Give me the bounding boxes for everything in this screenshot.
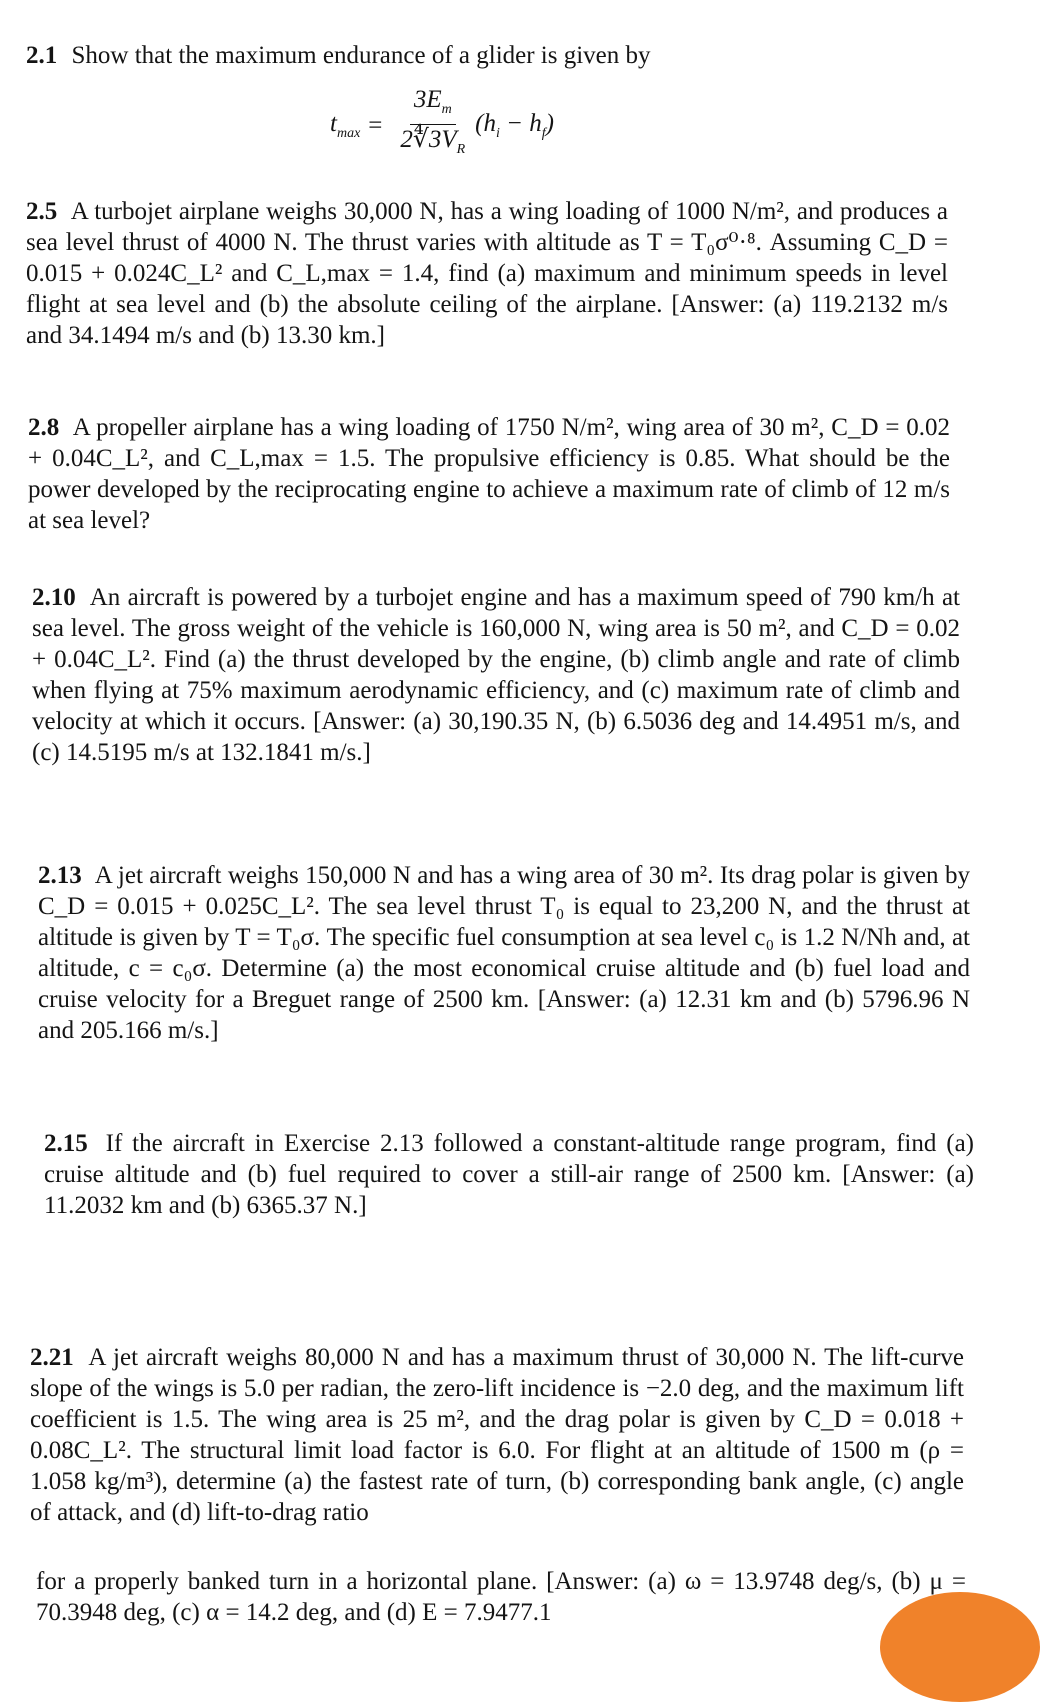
problem-number: 2.8 xyxy=(28,414,60,441)
problem-number: 2.21 xyxy=(30,1344,74,1371)
problem-text: Show that the maximum endurance of a glider is given by xyxy=(71,42,651,69)
orange-corner-shape xyxy=(880,1592,1040,1702)
problem-text: If the aircraft in Exercise 2.13 followed a constant-altitude range program, find (a) cruise altitude and (b) fuel required to cover a still-air range of 2500 km. [Answer: (a) 11.2032 km and (b) 6365.37 N.] xyxy=(44,1130,974,1219)
problem-2-15 xyxy=(44,1128,974,1221)
continuation-text: for a properly banked turn in a horizontal plane. [Answer: (a) ω = 13.9748 deg/s, (b) μ = 70.3948 deg, (c) α = 14.2 deg, and (d) E = 7.9477.1 xyxy=(36,1568,966,1626)
problem-number: 2.13 xyxy=(38,862,82,889)
problem-2-8 xyxy=(28,412,950,536)
problem-number: 2.10 xyxy=(32,584,76,611)
problem-text: A jet aircraft weighs 150,000 N and has a wing area of 30 m². Its drag polar is given by C_D = 0.015 + 0.025C_L². The sea level thrust T₀ is equal to 23,200 N, and the thrust at altitude is given by T = T₀σ. The specific fuel consumption at sea level c₀ is 1.2 N/Nh and, at altitude, c = c₀σ. Determine (a) the most economical cruise altitude and (b) fuel load and cruise velocity for a Breguet range of 2500 km. [Answer: (a) 12.31 km and (b) 5796.96 N and 205.166 m/s.] xyxy=(38,862,970,1044)
problem-text: A turbojet airplane weighs 30,000 N, has a wing loading of 1000 N/m², and produces a sea level thrust of 4000 N. The thrust varies with altitude as T = T₀σ⁰·⁸. Assuming C_D = 0.015 + 0.024C_L² and C_L,max = 1.4, find (a) maximum and minimum speeds in level flight at sea level and (b) the absolute ceiling of the airplane. [Answer: (a) 119.2132 m/s and 34.1494 m/s and (b) 13.30 km.] xyxy=(26,198,948,349)
formula-tail: $(h_i - h_f)$ xyxy=(475,109,554,141)
formula-lhs: $t_{max}$ xyxy=(330,109,361,141)
problem-number: 2.1 xyxy=(26,42,58,69)
formula-equals: = xyxy=(368,111,383,139)
problem-2-1 xyxy=(26,40,1016,71)
formula-fraction xyxy=(396,86,469,165)
endurance-formula xyxy=(330,86,554,165)
problem-2-21 xyxy=(30,1342,964,1528)
problem-2-13 xyxy=(38,860,970,1046)
problem-2-5 xyxy=(26,196,948,351)
problem-2-21-continuation xyxy=(36,1566,966,1628)
formula-numerator: $3E_m$ xyxy=(410,86,456,125)
problem-text: A propeller airplane has a wing loading of 1750 N/m², wing area of 30 m², C_D = 0.02 + 0.04C_L², and C_L,max = 1.5. The propulsive efficiency is 0.85. What should be the power developed by the reciprocating engine to achieve a maximum rate of climb of 12 m/s at sea level? xyxy=(28,414,950,534)
problem-number: 2.5 xyxy=(26,198,58,225)
problem-number: 2.15 xyxy=(44,1130,88,1157)
problem-text: An aircraft is powered by a turbojet engine and has a maximum speed of 790 km/h at sea level. The gross weight of the vehicle is 160,000 N, wing area is 50 m², and C_D = 0.02 + 0.04C_L². Find (a) the thrust developed by the engine, (b) climb angle and rate of climb when flying at 75% maximum aerodynamic efficiency, and (c) maximum rate of climb and velocity at which it occurs. [Answer: (a) 30,190.35 N, (b) 6.5036 deg and 14.4951 m/s, and (c) 14.5195 m/s at 132.1841 m/s.] xyxy=(32,584,960,766)
problem-2-10 xyxy=(32,582,960,768)
formula-denominator: $2∜3V_R$ xyxy=(400,126,466,157)
problem-text: A jet aircraft weighs 80,000 N and has a maximum thrust of 30,000 N. The lift-curve slope of the wings is 5.0 per radian, the zero-lift incidence is −2.0 deg, and the maximum lift coefficient is 1.5. The wing area is 25 m², and the drag polar is given by C_D = 0.018 + 0.08C_L². The structural limit load factor is 6.0. For flight at an altitude of 1500 m (ρ = 1.058 kg/m³), determine (a) the fastest rate of turn, (b) corresponding bank angle, (c) angle of attack, and (d) lift-to-drag ratio xyxy=(30,1344,964,1526)
